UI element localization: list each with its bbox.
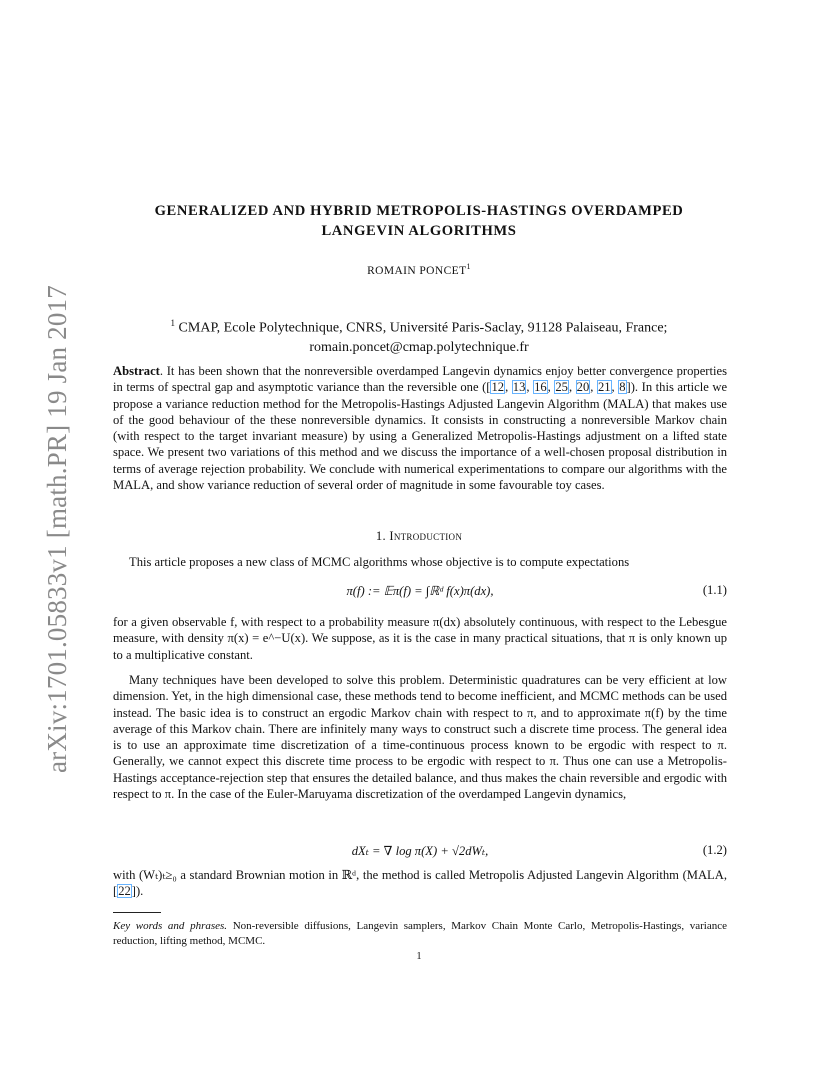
citation-link[interactable]: 25 (555, 380, 568, 395)
abstract: Abstract. It has been shown that the nonreversible overdamped Langevin dynamics enjoy better convergence properties in terms of spectral gap and asymptotic variance than the reversible one ([12, 13, 16, 25, 20, 21, 8]). In this article we propose a variance reduction method for the Metropolis-Hastings Adjusted Langevin Algorithm (MALA) that makes use of the good behaviour of the these nonreversible dynamics. It consists in constructing a nonreversible Markov chain (with respect to the target invariant measure) by using a Generalized Metropolis-Hastings adjustment on a lifted state space. We present two variations of this method and we discuss the importance of a well-chosen proposal distribution in terms of average rejection probability. We conclude with numerical experimentations to compare our algorithms with the MALA, and show variance reduction of several order of magnitude in some favourable toy cases. (113, 364, 728, 493)
citation-link[interactable]: 13 (512, 380, 526, 395)
affiliation-mark: 1 (170, 318, 176, 328)
section-title: Introduction (389, 529, 463, 543)
equation-1-1 (113, 583, 727, 605)
abstract-text-a: . It has been shown that the nonreversible overdamped Langevin dynamics enjoy better convergence properties in terms of spectral gap and asymptotic variance than the reversible one ([ (113, 364, 727, 395)
arxiv-sidebar (22, 268, 72, 773)
footnote-label: Key words and phrases. (113, 920, 228, 932)
section-number: 1. (375, 529, 386, 543)
citation-link[interactable]: 12 (491, 380, 505, 395)
author-line (110, 262, 728, 277)
equation-1-2 (113, 843, 727, 865)
footnote (113, 919, 727, 949)
intro-paragraph-4 (113, 867, 727, 900)
page-number: 1 (416, 951, 422, 962)
equation-1-1-number: (1.1) (702, 583, 727, 597)
intro-paragraph-4-a: with (Wₜ)ₜ≥₀ a standard Brownian motion in ℝᵈ, the method is called Metropolis Adjusted Langevin Algorithm (MALA, [ (113, 868, 727, 899)
citation-link[interactable]: 20 (576, 380, 590, 395)
citation-link[interactable]: 21 (597, 380, 611, 395)
intro-paragraph-2: for a given observable f, with respect to a probability measure π(dx) absolutely continuous, with respect to the Lebesgue measure, with density π(x) = e^−U(x). We suppose, as it is the case in many practical situations, that π is only known up to a multiplicative constant. (113, 615, 727, 662)
footnote-text: Non-reversible diffusions, Langevin samplers, Markov Chain Monte Carlo, Metropolis-Hastings, variance reduction, lifting method, MCMC. (113, 920, 727, 947)
title-line-1: GENERALIZED AND HYBRID METROPOLIS-HASTINGS OVERDAMPED (154, 203, 684, 219)
author-name: ROMAIN PONCET (367, 264, 467, 277)
intro-paragraph-3: Many techniques have been developed to solve this problem. Deterministic quadratures can be very efficient at low dimension. Yet, in the high dimensional case, these methods tend to become inefficient, and MCMC methods can be used instead. The basic idea is to construct an ergodic Markov chain with respect to π, and to approximate π(f) by the time average of this Markov chain. There are infinitely many ways to construct such a discrete time process. The general idea is to use an approximate time discretization of a time-continuous process known to be ergodic with respect to π. Generally, we cannot expect this discrete time process to be ergodic with respect to π. Thus one can use a Metropolis-Hastings acceptance-rejection step that ensures the detailed balance, and thus makes the chain reversible and ergodic with respect to π. In the case of the Euler-Maruyama discretization of the overdamped Langevin dynamics, (113, 673, 727, 802)
paper-title (110, 201, 728, 241)
citation-link[interactable]: 22 (118, 884, 131, 899)
arxiv-identifier[interactable]: arXiv:1701.05833v1 [math.PR] 19 Jan 2017 (42, 285, 72, 773)
abstract-label: Abstract (113, 364, 160, 378)
author-email[interactable]: romain.poncet@cmap.polytechnique.fr (309, 339, 529, 355)
citation-link[interactable]: 16 (534, 380, 547, 395)
intro-paragraph-1: This article proposes a new class of MCMC algorithms whose objective is to compute expectations (129, 555, 630, 569)
title-line-2: LANGEVIN ALGORITHMS (321, 223, 517, 239)
footnote-rule (113, 912, 161, 913)
intro-paragraph-4-b: ]). (131, 884, 144, 899)
equation-1-2-number: (1.2) (702, 843, 727, 857)
citation-link[interactable]: 8 (619, 380, 626, 395)
section-heading (110, 529, 728, 544)
equation-1-1-body: π(f) := 𝔼π(f) = ∫ℝᵈ f(x)π(dx), (346, 584, 494, 598)
equation-1-2-body: dXₜ = ∇ log π(X) + √2dWₜ, (351, 844, 489, 858)
affiliation (110, 314, 728, 357)
abstract-text-b: ]). In this article we propose a variance reduction method for the Metropolis-Hastings Adjusted Langevin Algorithm (MALA) that makes use of the good behaviour of the these nonreversible dynamics. It consists in constructing a nonreversible Markov chain (with respect to the target invariant measure) by using a Generalized Metropolis-Hastings adjustment on a lifted state space. We present two variations of this method and we discuss the importance of a well-chosen proposal distribution in terms of average rejection probability. We conclude with numerical experimentations to compare our algorithms with the MALA, and show variance reduction of several order of magnitude in some favourable toy cases. (113, 380, 728, 493)
author-affiliation-mark: 1 (466, 262, 471, 271)
affiliation-line-1: CMAP, Ecole Polytechnique, CNRS, Université Paris-Saclay, 91128 Palaiseau, France; (178, 320, 668, 336)
